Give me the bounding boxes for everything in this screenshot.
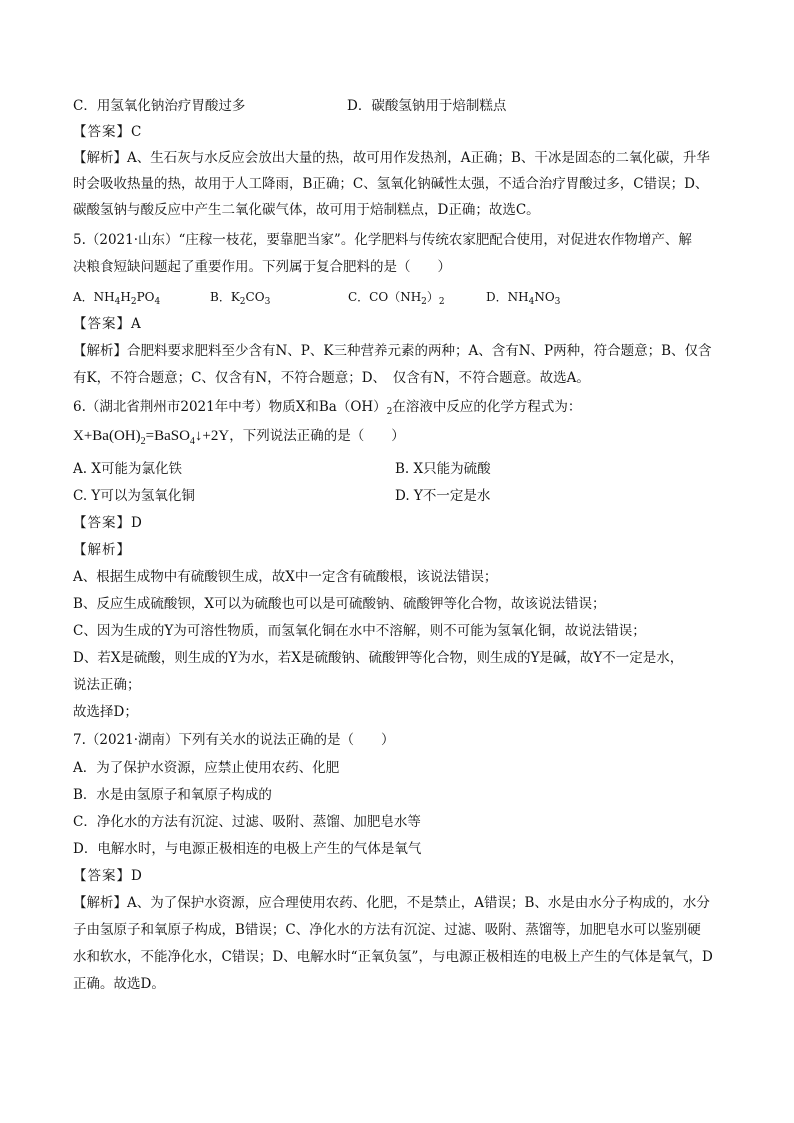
q6-stem-text: 6.（湖北省荆州市2021年中考）物质X和Ba（OH） <box>73 399 387 415</box>
q6-stem-text-2: 在溶液中反应的化学方程式为： <box>392 399 582 415</box>
q5-analysis-line-1: 【解析】合肥料要求肥料至少含有N、P、K三种营养元素的两种；A、含有N、P两种，符合题意；B、仅含 <box>73 343 712 359</box>
q5-option-b-text-1: B．K <box>210 290 240 304</box>
q5-option-a-text-3: PO <box>136 290 155 304</box>
q5-option-b-sub-2: 3 <box>264 297 271 307</box>
q5-analysis-line-2: 有K，不符合题意；C、仅含有N，不符合题意；D、 仅含有N，不符合题意。故选A。 <box>73 370 590 386</box>
q7-option-c: C．净化水的方法有沉淀、过滤、吸附、蒸馏、加肥皂水等 <box>73 814 421 830</box>
q7-answer: 【答案】D <box>73 868 143 884</box>
q5-option-a-sub-2: 2 <box>130 297 137 307</box>
q6-analysis-label: 【解析】 <box>73 542 131 558</box>
q5-option-b <box>210 288 270 311</box>
q6-eq-part-3: =BaSO <box>145 428 190 444</box>
q6-stem-tail: ，下列说法正确的是（ ） <box>229 428 405 444</box>
q7-analysis-line-1: 【解析】A、为了保护水资源，应合理使用农药、化肥，不是禁止，A错误；B、水是由水分子构成的，水分 <box>73 895 710 911</box>
q6-analysis-a: A、根据生成物中有硫酸钡生成，故X中一定含有硫酸根，该说法错误； <box>73 569 498 585</box>
q7-analysis-line-3: 水和软水，不能净化水，C错误；D、电解水时“正氧负氢”，与电源正极相连的电极上产生的气体是氧气，D <box>73 949 713 965</box>
q7-analysis-line-2: 子由氢原子和氧原子构成，B错误；C、净化水的方法有沉淀、过滤、吸附、蒸馏等，加肥皂水可以鉴别硬 <box>73 922 701 938</box>
q7-option-b: B．水是由氢原子和氧原子构成的 <box>73 787 272 803</box>
q6-analysis-d-cont: 说法正确； <box>73 677 141 693</box>
q6-stem-subscript: 2 <box>386 407 393 417</box>
q6-equation <box>73 426 405 452</box>
q5-option-d <box>486 288 560 311</box>
q5-option-c-sub-2: 2 <box>438 297 445 307</box>
q6-analysis-d: D、若X是硫酸，则生成的Y为水，若X是硫酸钠、硫酸钾等化合物，则生成的Y是碱，故Y不一定是水， <box>73 650 684 666</box>
q6-option-a: A. X可能为氯化铁 <box>73 461 182 477</box>
q6-eq-sub-2: 4 <box>189 436 195 447</box>
q5-option-a-text-1: A．NH <box>73 290 115 304</box>
q4-analysis-line-3: 碳酸氢钠与酸反应中产生二氧化碳气体，故可用于焙制糕点，D正确；故选C。 <box>73 202 540 218</box>
q5-option-d-sub-2: 3 <box>554 297 561 307</box>
q5-option-b-sub-1: 2 <box>239 297 246 307</box>
q6-option-b: B. X只能为硫酸 <box>395 461 491 477</box>
q5-stem-line-2: 决粮食短缺问题起了重要作用。下列属于复合肥料的是（ ） <box>73 259 451 275</box>
q5-option-b-text-2: CO <box>245 290 265 304</box>
q4-analysis-line-2: 时会吸收热量的热，故用于人工降雨，B正确；C、氢氧化钠碱性太强，不适合治疗胃酸过多，C错误；D、 <box>73 176 709 192</box>
q6-eq-part-2: (OH) <box>108 428 141 444</box>
q5-option-a-sub-1: 4 <box>114 297 121 307</box>
q5-option-c-text-2: ） <box>426 290 439 304</box>
q5-option-c-text-1: C．CO（NH <box>348 290 422 304</box>
q6-stem-line-1 <box>73 398 733 421</box>
q5-option-a-text-2: H <box>120 290 131 304</box>
q7-analysis-line-4: 正确。故选D。 <box>73 976 165 992</box>
q6-option-c: C. Y可以为氢氧化铜 <box>73 488 195 504</box>
q5-stem-line-1: 5.（2021·山东）“庄稼一枝花，要靠肥当家”。化学肥料与传统农家肥配合使用，对促进农作物增产、解 <box>73 232 692 248</box>
q4-option-d: D．碳酸氢钠用于焙制糕点 <box>347 98 507 114</box>
q5-option-a-sub-3: 4 <box>154 297 161 307</box>
q5-option-c-sub-1: 2 <box>421 297 427 307</box>
q4-analysis-line-1: 【解析】A、生石灰与水反应会放出大量的热，故可用作发热剂，A正确；B、干冰是固态的二氧化碳，升华 <box>73 150 710 166</box>
q6-eq-sub-1: 2 <box>140 436 146 447</box>
q6-conclusion: 故选择D； <box>73 704 138 720</box>
q5-answer: 【答案】A <box>73 316 142 332</box>
q6-analysis-c: C、因为生成的Y为可溶性物质，而氢氧化铜在水中不溶解，则不可能为氢氧化铜，故说法错误； <box>73 623 646 639</box>
q7-option-d: D．电解水时，与电源正极相连的电极上产生的气体是氧气 <box>73 841 422 857</box>
q4-answer: 【答案】C <box>73 124 143 140</box>
q6-eq-part-1: X+Ba <box>73 428 109 444</box>
q5-option-d-text-1: D．NH <box>486 290 529 304</box>
q6-eq-part-4: ↓+2Y <box>194 428 230 444</box>
q5-option-a <box>73 288 160 311</box>
q7-stem: 7.（2021·湖南）下列有关水的说法正确的是（ ） <box>73 732 395 748</box>
q5-option-d-text-2: NO <box>534 290 555 304</box>
q7-option-a: A．为了保护水资源，应禁止使用农药、化肥 <box>73 760 340 776</box>
q5-option-c <box>348 288 445 311</box>
q6-option-d: D. Y不一定是水 <box>395 488 491 504</box>
q6-analysis-b: B、反应生成硫酸钡，X可以为硫酸也可以是可硫酸钠、硫酸钾等化合物，故该说法错误； <box>73 596 606 612</box>
q5-option-d-sub-1: 4 <box>528 297 535 307</box>
q6-answer: 【答案】D <box>73 515 143 531</box>
q4-option-c: C．用氢氧化钠治疗胃酸过多 <box>73 98 246 114</box>
